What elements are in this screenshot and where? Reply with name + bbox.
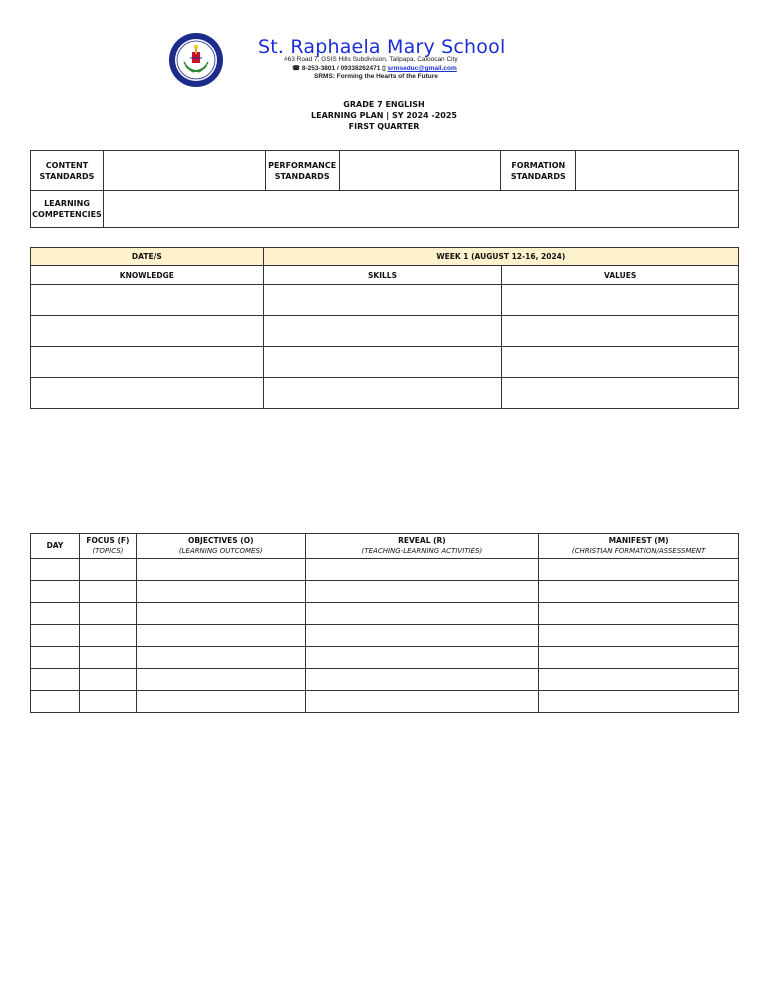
skills-cell[interactable] [263,347,502,378]
focus-subtitle: (TOPICS) [92,547,124,555]
plan-row [31,581,739,603]
objectives-cell[interactable] [136,559,305,581]
performance-standards-label: PERFORMANCE STANDARDS [265,151,339,191]
objectives-cell[interactable] [136,603,305,625]
learning-competencies-field[interactable] [103,191,738,228]
values-cell[interactable] [502,316,739,347]
focus-cell[interactable] [79,603,136,625]
focus-cell[interactable] [79,647,136,669]
manifest-cell[interactable] [539,603,739,625]
skills-cell[interactable] [263,316,502,347]
reveal-subtitle: (TEACHING-LEARNING ACTIVITIES) [361,547,483,555]
focus-header [79,534,136,559]
focus-cell[interactable] [79,581,136,603]
plan-row [31,647,739,669]
plan-row [31,691,739,713]
knowledge-cell[interactable] [31,378,264,409]
week-label: WEEK 1 (AUGUST 12-16, 2024) [263,248,738,266]
formation-standards-label: FORMATION STANDARDS [501,151,576,191]
plan-row [31,603,739,625]
dates-label: DATE/S [31,248,264,266]
manifest-subtitle: (CHRISTIAN FORMATION/ASSESSMENT [571,547,706,555]
objectives-cell[interactable] [136,625,305,647]
knowledge-cell[interactable] [31,316,264,347]
manifest-cell[interactable] [539,647,739,669]
objectives-subtitle: (LEARNING OUTCOMES) [178,547,263,555]
formation-standards-field[interactable] [576,151,739,191]
school-email-link[interactable]: srmseduc@gmail.com [387,65,457,72]
values-cell[interactable] [502,378,739,409]
day-cell[interactable] [31,625,80,647]
day-cell[interactable] [31,559,80,581]
reveal-cell[interactable] [305,559,539,581]
school-name: St. Raphaela Mary School [258,36,506,58]
focus-cell[interactable] [79,669,136,691]
reveal-title: REVEAL (R) [398,536,446,545]
objectives-cell[interactable] [136,647,305,669]
focus-title: FOCUS (F) [86,536,130,545]
school-address: #63 Road 7, GSIS Hills Subdivision, Talipapa, Caloocan City [284,56,458,63]
focus-cell[interactable] [79,625,136,647]
skills-cell[interactable] [263,378,502,409]
manifest-cell[interactable] [539,625,739,647]
school-contact [292,64,457,72]
document-plan-year: LEARNING PLAN | SY 2024 -2025 [311,111,457,120]
reveal-cell[interactable] [305,669,539,691]
reveal-header [305,534,539,559]
manifest-cell[interactable] [539,691,739,713]
plan-table [30,533,739,713]
objectives-cell[interactable] [136,691,305,713]
reveal-cell[interactable] [305,625,539,647]
school-seal-icon [168,32,224,88]
reveal-cell[interactable] [305,581,539,603]
knowledge-header: KNOWLEDGE [31,266,264,285]
manifest-cell[interactable] [539,581,739,603]
reveal-cell[interactable] [305,647,539,669]
knowledge-cell[interactable] [31,347,264,378]
skills-header: SKILLS [263,266,502,285]
day-cell[interactable] [31,647,80,669]
plan-row [31,669,739,691]
content-standards-label: CONTENT STANDARDS [31,151,104,191]
day-cell[interactable] [31,669,80,691]
document-quarter: FIRST QUARTER [348,122,420,131]
week-table [30,247,739,409]
objectives-header [136,534,305,559]
plan-row [31,559,739,581]
day-cell[interactable] [31,581,80,603]
manifest-header [539,534,739,559]
manifest-cell[interactable] [539,559,739,581]
values-cell[interactable] [502,285,739,316]
performance-standards-field[interactable] [339,151,501,191]
school-motto: SRMS: Forming the Hearts of the Future [314,73,438,80]
skills-cell[interactable] [263,285,502,316]
day-cell[interactable] [31,691,80,713]
day-header: DAY [31,534,80,559]
standards-table [30,150,739,228]
values-header: VALUES [502,266,739,285]
focus-cell[interactable] [79,559,136,581]
objectives-cell[interactable] [136,669,305,691]
manifest-title: MANIFEST (M) [608,536,669,545]
objectives-cell[interactable] [136,581,305,603]
objectives-title: OBJECTIVES (O) [187,536,254,545]
focus-cell[interactable] [79,691,136,713]
knowledge-cell[interactable] [31,285,264,316]
school-phone: ☎ 8-253-3801 / 09338262471 [292,65,381,72]
document-title: GRADE 7 ENGLISH [343,100,425,109]
manifest-cell[interactable] [539,669,739,691]
day-cell[interactable] [31,603,80,625]
learning-competencies-label: LEARNING COMPETENCIES [31,191,104,228]
separator-icon: ▯ [382,65,388,72]
values-cell[interactable] [502,347,739,378]
reveal-cell[interactable] [305,603,539,625]
plan-row [31,625,739,647]
reveal-cell[interactable] [305,691,539,713]
content-standards-field[interactable] [103,151,265,191]
